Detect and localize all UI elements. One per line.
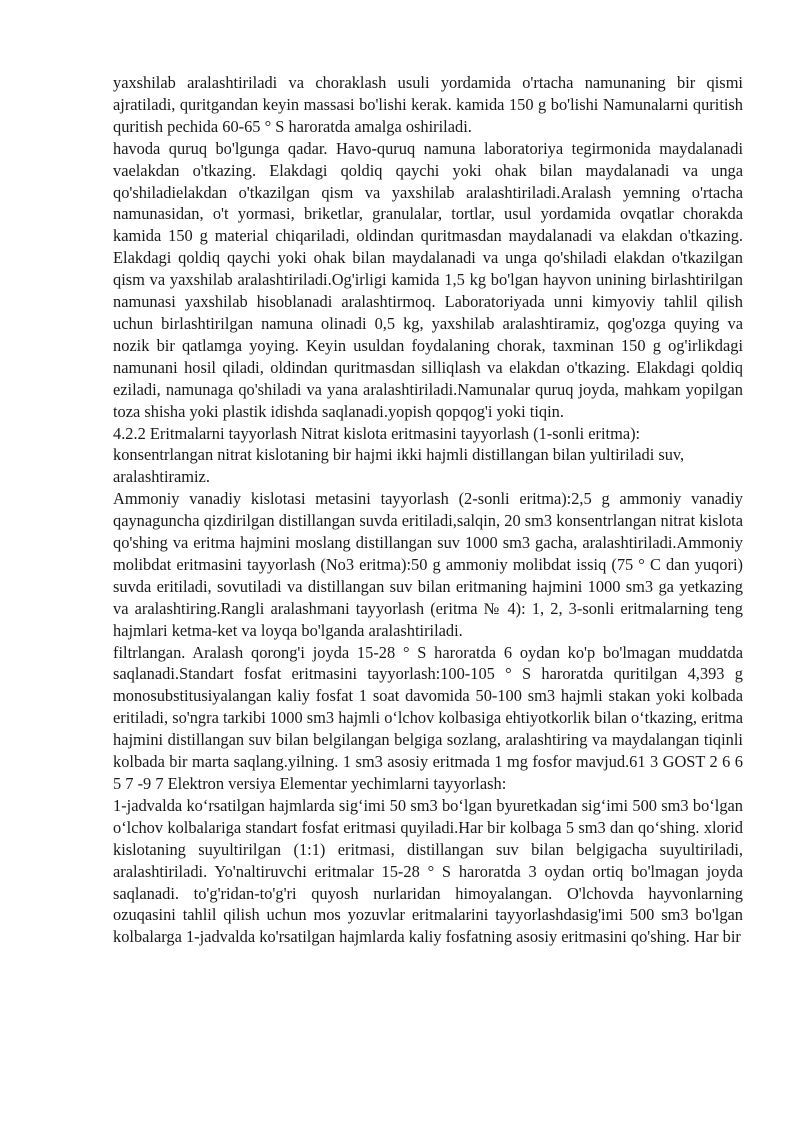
paragraph-nitric-acid-solution: konsentrlangan nitrat kislotaning bir hajmi ikki hajmli distillangan bilan yultiriladi suv, aralashtiramiz. — [113, 445, 685, 487]
document-page — [113, 72, 743, 948]
paragraph-section-heading: 4.2.2 Eritmalarni tayyorlash Nitrat kislota eritmasini tayyorlash (1-sonli eritma): — [113, 423, 641, 443]
paragraph-standard-phosphate: filtrlangan. Aralash qorong'i joyda 15-28 ° S haroratda 6 oydan ko'p bo'lmagan muddatda saqlanadi.Standart fosfat eritmasini tayyorlash:100-105 ° S haroratda quritilgan 4,393 g monosubstitusiyalangan kaliy fosfat 1 soat davomida 50-100 sm3 hajmli stakan yoki kolbada eritiladi, so'ngra tarkibi 1000 sm3 hajmli o‘lchov kolbasiga ehtiyotkorlik bilan o‘tkazing, eritma hajmini distillangan suv bilan belgilangan belgiga sozlang, aralashtiring va maydalangan tiqinli kolbada bir marta saqlang.yilning. 1 sm3 asosiy eritmada 1 mg fosfor mavjud.61 3 GOST 2 6 6 5 7 -9 7 Elektron versiya Elementar yechimlarni tayyorlash: — [113, 642, 743, 793]
paragraph-sample-grinding: havoda quruq bo'lgunga qadar. Havo-quruq namuna laboratoriya tegirmonida maydalanadi vaelakdan o'tkazing. Elakdagi qoldiq qaychi yoki ohak bilan maydalanadi va unga qo'shiladielakdan o'tkazilgan qism va yaxshilab aralashtiriladi.Aralash yemning o'rtacha namunasidan, o't yormasi, briketlar, granulalar, tortlar, usul yordamida ovqatlar chorakda kamida 150 g material chiqariladi, oldindan quritmasdan maydalanadi va elakdan o'tkazing. Elakdagi qoldiq qaychi yoki ohak bilan maydalanadi va unga qo'shiladi elakdan o'tkazilgan qism va yaxshilab aralashtiriladi.Og'irligi kamida 1,5 kg bo'lgan hayvon unining birlashtirilgan namunasi yaxshilab hisoblanadi aralashtirmoq. Laboratoriyada unni kimyoviy tahlil qilish uchun birlashtirilgan namuna olinadi 0,5 kg, yaxshilab aralashtiramiz, qog'ozga quying va nozik bir qatlamga yoying. Keyin usuldan foydalaning chorak, taxminan 150 g og'irlikdagi namunani hosil qiladi, oldindan quritmasdan silliqlash va elakdan o'tkazing. Elakdagi qoldiq eziladi, namunaga qo'shiladi va yana aralashtiriladi.Namunalar quruq joyda, mahkam yopilgan toza shisha yoki plastik idishda saqlanadi.yopish qopqog'i yoki tiqin. — [113, 138, 743, 421]
paragraph-ammonium-solutions: Ammoniy vanadiy kislotasi metasini tayyorlash (2-sonli eritma):2,5 g ammoniy vanadiy qaynaguncha qizdirilgan distillangan suvda eritiladi,salqin, 20 sm3 konsentrlangan nitrat kislota qo'shing va eritma hajmini moslang distillangan suv 1000 sm3 gacha, aralashtiriladi.Ammoniy molibdat eritmasini tayyorlash (No3 eritma):50 g ammoniy molibdat issiq (75 ° C dan yuqori) suvda eritiladi, sovutiladi va distillangan suv bilan eritmaning hajmini 1000 sm3 ga yetkazing va aralashtiring.Rangli aralashmani tayyorlash (eritma № 4): 1, 2, 3-sonli eritmalarning teng hajmlari ketma-ket va loyqa bo'lganda aralashtiriladi. — [113, 489, 743, 640]
paragraph-sample-drying: yaxshilab aralashtiriladi va choraklash usuli yordamida o'rtacha namunaning bir qismi ajratiladi, quritgandan keyin massasi bo'lishi kerak. kamida 150 g bo'lishi Namunalarni quritish quritish pechida 60-65 ° S haroratda amalga oshiriladi. — [113, 73, 743, 136]
paragraph-reference-solutions: 1-jadvalda ko‘rsatilgan hajmlarda sig‘imi 50 sm3 bo‘lgan byuretkadan sig‘imi 500 sm3 bo‘lgan o‘lchov kolbalariga standart fosfat eritmasi quyiladi.Har bir kolbaga 5 sm3 dan qo‘shing. xlorid kislotaning suyultirilgan (1:1) eritmasi, distillangan suv bilan belgigacha suyultiriladi, aralashtiriladi. Yo'naltiruvchi eritmalar 15-28 ° S haroratda 3 oydan ortiq bo'lmagan joyda saqlanadi. to'g'ridan-to'g'ri quyosh nurlaridan himoyalangan. O'lchovda hayvonlarning ozuqasini tahlil qilish uchun mos yozuvlar eritmalarini tayyorlashdasig'imi 500 sm3 bo'lgan kolbalarga 1-jadvalda ko'rsatilgan hajmlarda kaliy fosfatning asosiy eritmasini qo'shing. Har bir — [113, 795, 743, 947]
